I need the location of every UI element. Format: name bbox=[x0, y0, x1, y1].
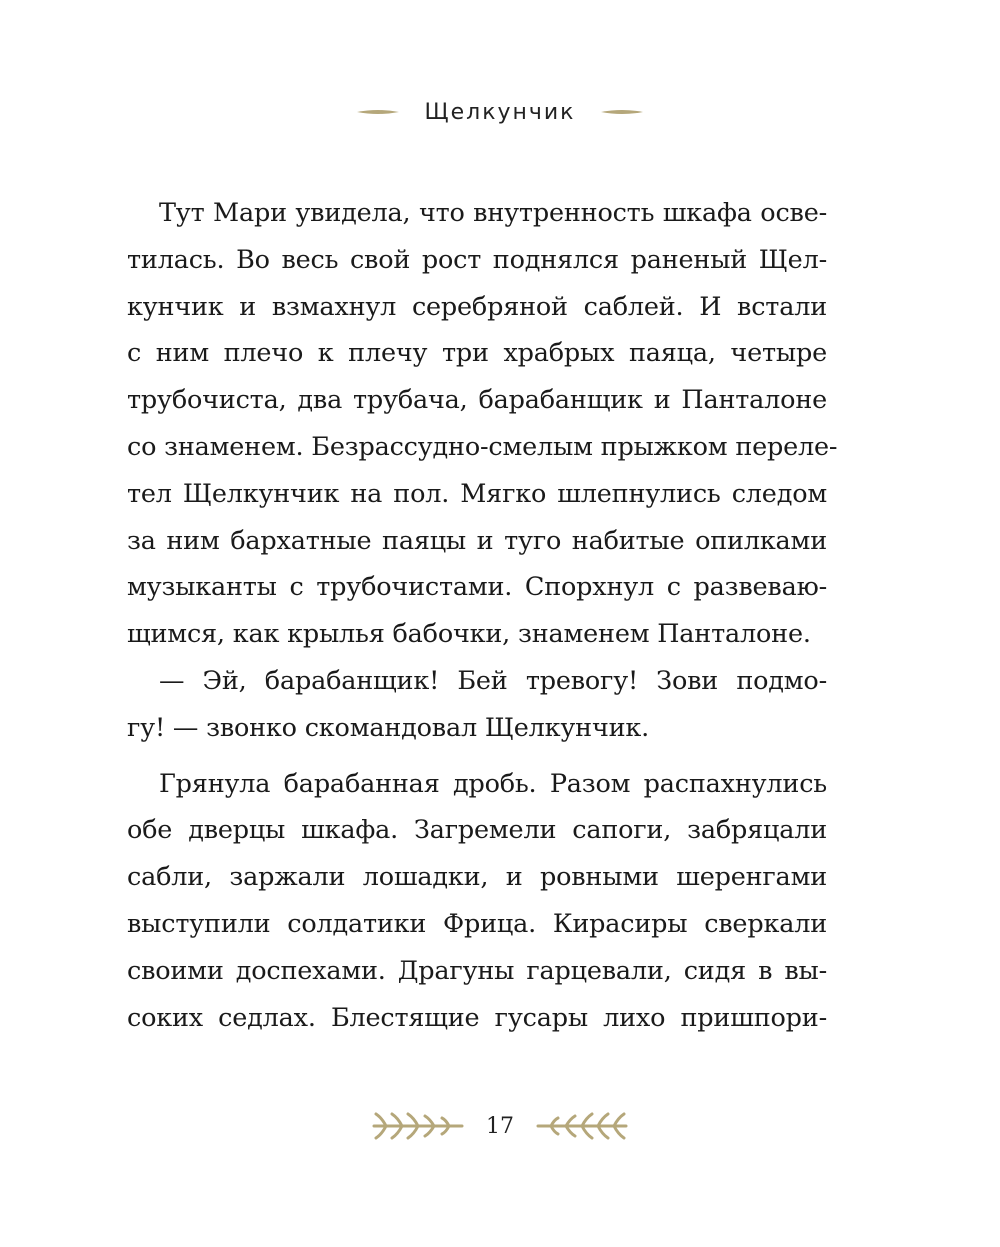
text-line: соких седлах. Блестящие гусары лихо пришпори- bbox=[127, 1002, 827, 1033]
text-line: с ним плечо к плечу три храбрых паяца, четыре bbox=[127, 338, 827, 369]
page-number: 17 bbox=[486, 1113, 514, 1139]
left-header-ornament-icon bbox=[357, 108, 399, 116]
text-line: за ним бархатные паяцы и туго набитые опилками bbox=[127, 525, 827, 556]
text-line: выступили солдатики Фрица. Кирасиры сверкали bbox=[127, 908, 827, 939]
page-footer bbox=[0, 1104, 1000, 1148]
text-line: кунчик и взмахнул серебряной саблей. И встали bbox=[127, 291, 827, 322]
running-title: Щелкунчик bbox=[424, 99, 576, 125]
text-line: тел Щелкунчик на пол. Мягко шлепнулись следом bbox=[127, 478, 827, 509]
text-line: тилась. Во весь свой рост поднялся раненый Щел- bbox=[127, 244, 827, 275]
running-header bbox=[0, 92, 1000, 132]
text-line: трубочиста, два трубача, барабанщик и Панталоне bbox=[127, 385, 827, 416]
text-line: обе дверцы шкафа. Загремели сапоги, забряцали bbox=[127, 815, 827, 846]
left-fern-ornament-icon bbox=[372, 1109, 464, 1143]
right-fern-ornament-icon bbox=[536, 1109, 628, 1143]
text-line: Грянула барабанная дробь. Разом распахнулись bbox=[159, 768, 827, 799]
page-body-text bbox=[127, 190, 838, 1041]
text-line: щимся, как крылья бабочки, знаменем Панталоне. bbox=[127, 619, 811, 650]
right-header-ornament-icon bbox=[601, 108, 643, 116]
text-line: Тут Мари увидела, что внутренность шкафа осве- bbox=[159, 198, 827, 228]
text-line: — Эй, барабанщик! Бей тревогу! Зови подмо- bbox=[159, 665, 827, 696]
text-line: музыканты с трубочистами. Спорхнул с развеваю- bbox=[127, 572, 827, 603]
text-line: сабли, заржали лошадки, и ровными шеренгами bbox=[127, 862, 827, 893]
text-line: гу! — звонко скомандовал Щелкунчик. bbox=[127, 712, 650, 743]
text-line: своими доспехами. Драгуны гарцевали, сидя в вы- bbox=[127, 955, 827, 986]
text-line: со знаменем. Безрассудно-смелым прыжком переле- bbox=[127, 431, 838, 462]
